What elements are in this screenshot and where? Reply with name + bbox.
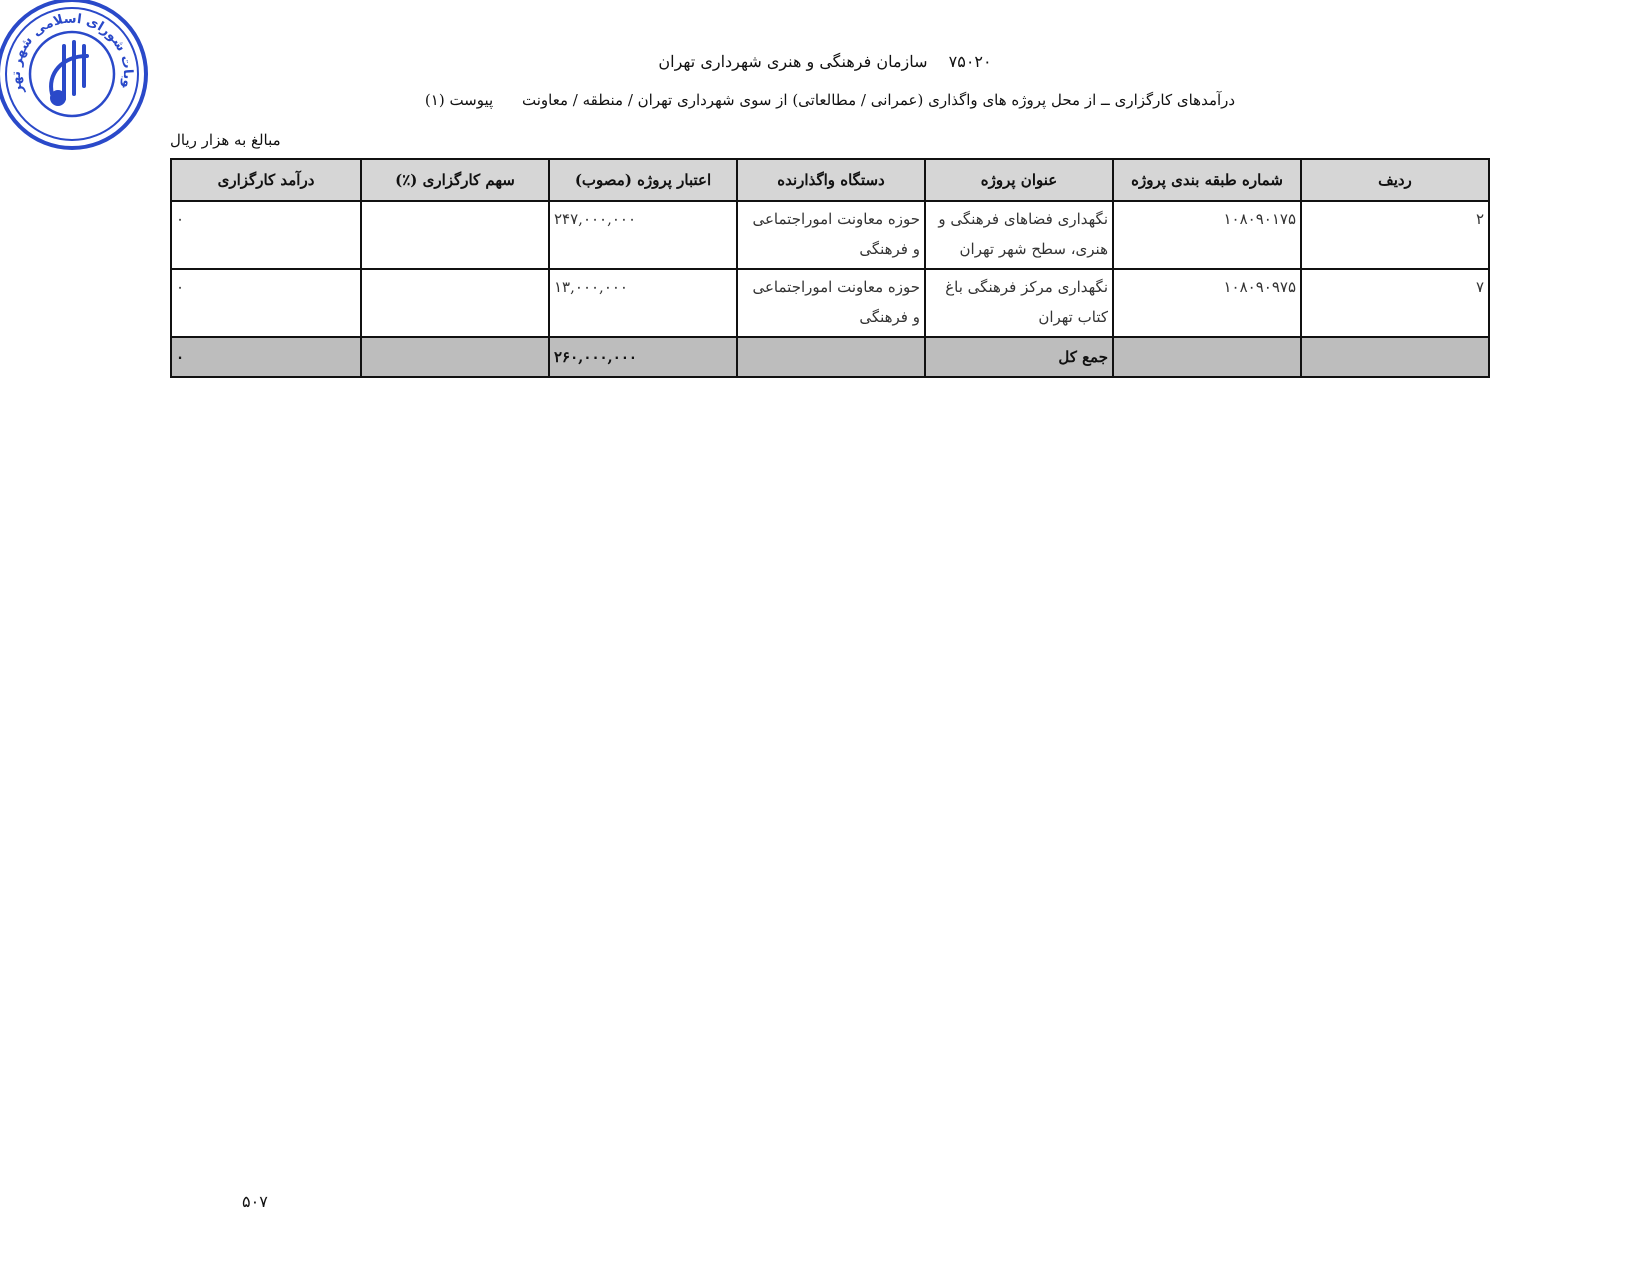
cell-budget: ۲۴۷,۰۰۰,۰۰۰: [549, 201, 737, 269]
total-income: ۰: [171, 337, 361, 377]
budget-code: ۷۵۰۲۰: [948, 52, 992, 71]
table-row: [171, 269, 1489, 337]
col-header-share: سهم کارگزاری (٪): [361, 159, 549, 201]
table-total-row: [171, 337, 1489, 377]
cell-budget: ۱۳,۰۰۰,۰۰۰: [549, 269, 737, 337]
document-title: [0, 52, 1650, 71]
total-cell-empty: [737, 337, 925, 377]
col-header-budget: اعتبار پروژه (مصوب): [549, 159, 737, 201]
cell-row-no: ۲: [1301, 201, 1489, 269]
cell-income: ۰: [171, 201, 361, 269]
col-header-agency: دستگاه واگذارنده: [737, 159, 925, 201]
table-header-row: [171, 159, 1489, 201]
total-budget: ۲۶۰,۰۰۰,۰۰۰: [549, 337, 737, 377]
subtitle-text: درآمدهای کارگزاری ــ از محل پروژه های واگذاری (عمرانی / مطالعاتی) از سوی شهرداری تهران / منطقه / معاونت: [521, 91, 1236, 109]
income-table: [170, 158, 1490, 378]
page-number: ۵۰۷: [242, 1192, 268, 1211]
table-row: [171, 201, 1489, 269]
total-cell-empty: [361, 337, 549, 377]
cell-project-code: ۱۰۸۰۹۰۹۷۵: [1113, 269, 1301, 337]
units-note: مبالغ به هزار ریال: [170, 131, 281, 149]
col-header-title: عنوان پروژه: [925, 159, 1113, 201]
cell-title: نگهداری مرکز فرهنگی باغ کتاب تهران: [925, 269, 1113, 337]
cell-share: [361, 201, 549, 269]
col-header-row-no: ردیف: [1301, 159, 1489, 201]
col-header-income: درآمد کارگزاری: [171, 159, 361, 201]
total-cell-empty: [1113, 337, 1301, 377]
total-label: جمع کل: [925, 337, 1113, 377]
total-cell-empty: [1301, 337, 1489, 377]
council-stamp: [0, 0, 152, 154]
cell-title: نگهداری فضاهای فرهنگی و هنری، سطح شهر تهران: [925, 201, 1113, 269]
cell-row-no: ۷: [1301, 269, 1489, 337]
col-header-project-code: شماره طبقه بندی پروژه: [1113, 159, 1301, 201]
organization-name: سازمان فرهنگی و هنری شهرداری تهران: [658, 52, 928, 71]
cell-agency: حوزه معاونت اموراجتماعی و فرهنگی: [737, 201, 925, 269]
cell-project-code: ۱۰۸۰۹۰۱۷۵: [1113, 201, 1301, 269]
cell-share: [361, 269, 549, 337]
cell-income: ۰: [171, 269, 361, 337]
annex-label: پیوست (۱): [424, 91, 494, 109]
cell-agency: حوزه معاونت اموراجتماعی و فرهنگی: [737, 269, 925, 337]
document-subtitle: [420, 91, 1240, 109]
stamp-text: وبات شورای اسلامی شهر تهر: [8, 11, 136, 96]
